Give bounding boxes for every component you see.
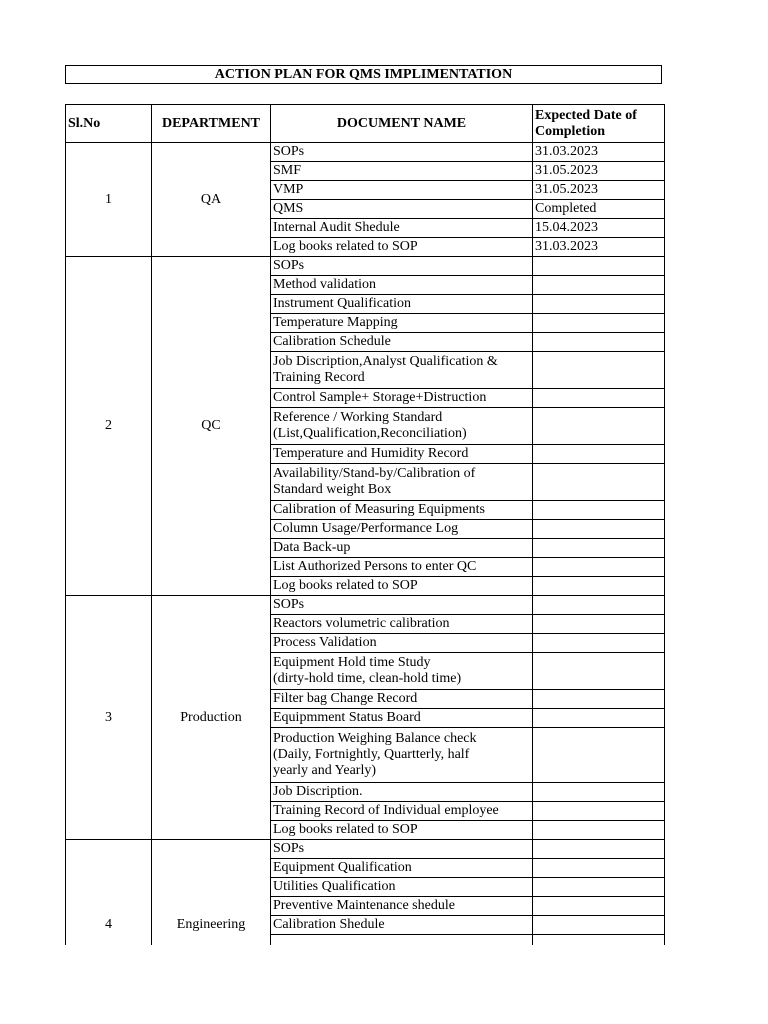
expected-date-cell [533,596,665,615]
expected-date-cell [533,333,665,352]
expected-date-cell: Completed [533,200,665,219]
expected-date-cell [533,935,665,946]
document-name-cell: Calibration Shedule [271,916,533,935]
expected-date-cell [533,558,665,577]
sl-no-cell: 3 [66,596,152,840]
document-name-cell: VMP [271,181,533,200]
expected-date-cell [533,840,665,859]
sl-no-cell: 1 [66,143,152,257]
document-name-cell: SOPs [271,840,533,859]
document-name-cell: Instrument Qualification [271,295,533,314]
table-row [66,143,665,162]
document-name-cell: Reactors volumetric calibration [271,615,533,634]
document-name-cell: Preventive Maintenance shedule [271,897,533,916]
expected-date-cell: 31.05.2023 [533,181,665,200]
expected-date-cell [533,520,665,539]
expected-date-cell: 31.03.2023 [533,143,665,162]
document-name-cell: Log books related to SOP [271,577,533,596]
header-department: DEPARTMENT [152,105,271,143]
expected-date-cell [533,728,665,783]
document-name-cell: Process Validation [271,634,533,653]
document-name-cell: Column Usage/Performance Log [271,520,533,539]
sl-no-cell: 2 [66,257,152,596]
document-name-cell [271,935,533,946]
document-name-cell: Temperature Mapping [271,314,533,333]
expected-date-cell [533,445,665,464]
document-name-cell: SMF [271,162,533,181]
document-name-cell: Calibration Schedule [271,333,533,352]
header-expected-date: Expected Date of Completion [533,105,665,143]
expected-date-cell [533,859,665,878]
document-title: ACTION PLAN FOR QMS IMPLIMENTATION [65,65,662,84]
document-name-cell: Equipment Qualification [271,859,533,878]
table-row [66,840,665,859]
document-name-cell: Production Weighing Balance check (Daily, Fortnightly, Quartterly, half yearly and Yearly) [271,728,533,783]
expected-date-cell [533,802,665,821]
expected-date-cell [533,389,665,408]
expected-date-cell [533,783,665,802]
expected-date-cell: 31.05.2023 [533,162,665,181]
expected-date-cell [533,257,665,276]
expected-date-cell [533,878,665,897]
header-sl-no: Sl.No [66,105,152,143]
document-name-cell: Log books related to SOP [271,238,533,257]
expected-date-cell [533,314,665,333]
document-name-cell: Internal Audit Shedule [271,219,533,238]
table-body [66,143,665,946]
expected-date-cell [533,916,665,935]
document-name-cell: SOPs [271,257,533,276]
expected-date-cell: 31.03.2023 [533,238,665,257]
table-viewport [65,104,665,945]
header-document-name: DOCUMENT NAME [271,105,533,143]
document-name-cell: Equipmment Status Board [271,709,533,728]
action-plan-table [65,104,665,945]
expected-date-cell [533,464,665,501]
document-name-cell: Method validation [271,276,533,295]
document-name-cell: Temperature and Humidity Record [271,445,533,464]
expected-date-cell [533,276,665,295]
document-name-cell: SOPs [271,596,533,615]
table-row [66,596,665,615]
table-row [66,257,665,276]
document-name-cell: Log books related to SOP [271,821,533,840]
department-cell: Engineering [152,840,271,946]
document-name-cell: Training Record of Individual employee [271,802,533,821]
expected-date-cell [533,709,665,728]
document-name-cell: Filter bag Change Record [271,690,533,709]
expected-date-cell: 15.04.2023 [533,219,665,238]
document-name-cell: SOPs [271,143,533,162]
document-name-cell: Utilities Qualification [271,878,533,897]
department-cell: Production [152,596,271,840]
expected-date-cell [533,634,665,653]
document-name-cell: Reference / Working Standard (List,Qualification,Reconciliation) [271,408,533,445]
document-name-cell: Data Back-up [271,539,533,558]
expected-date-cell [533,501,665,520]
document-name-cell: Equipment Hold time Study (dirty-hold time, clean-hold time) [271,653,533,690]
expected-date-cell [533,539,665,558]
document-name-cell: List Authorized Persons to enter QC [271,558,533,577]
expected-date-cell [533,408,665,445]
document-name-cell: Job Discription. [271,783,533,802]
department-cell: QC [152,257,271,596]
expected-date-cell [533,615,665,634]
document-name-cell: Availability/Stand-by/Calibration of Standard weight Box [271,464,533,501]
expected-date-cell [533,897,665,916]
expected-date-cell [533,690,665,709]
expected-date-cell [533,295,665,314]
expected-date-cell [533,352,665,389]
department-cell: QA [152,143,271,257]
table-header-row [66,105,665,143]
expected-date-cell [533,577,665,596]
expected-date-cell [533,653,665,690]
document-name-cell: Job Discription,Analyst Qualification & Training Record [271,352,533,389]
expected-date-cell [533,821,665,840]
sl-no-cell: 4 [66,840,152,946]
document-name-cell: Calibration of Measuring Equipments [271,501,533,520]
document-name-cell: QMS [271,200,533,219]
document-name-cell: Control Sample+ Storage+Distruction [271,389,533,408]
